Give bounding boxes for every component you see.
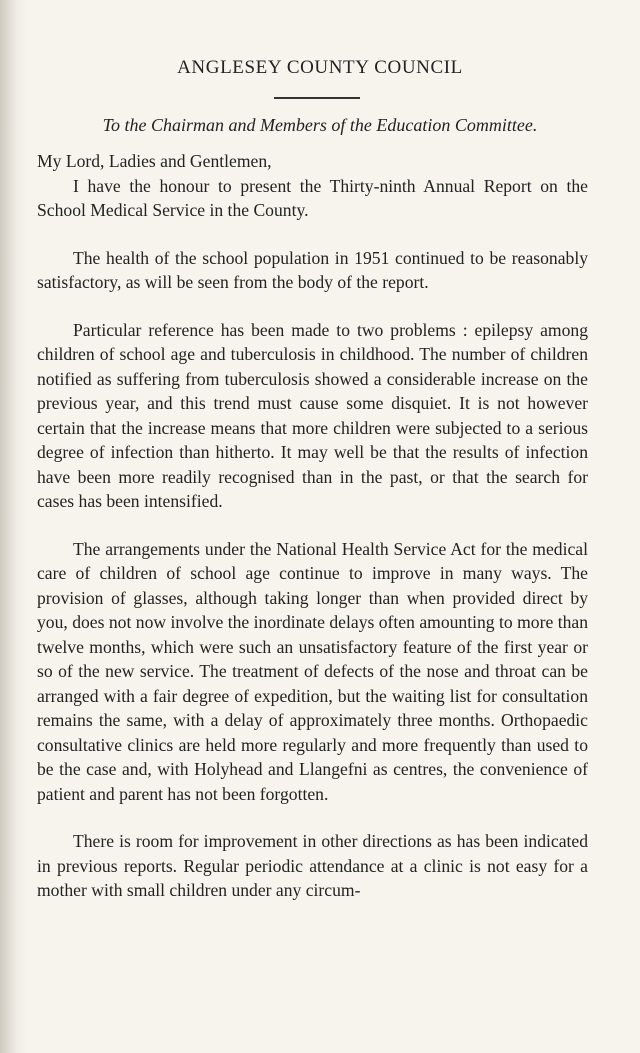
paragraph-epilepsy-tuberculosis: Particular reference has been made to two problems : epilepsy among children of school age and tuberculosis in childhood. The number of children notified as suffering from tuberculosis showed a considerable increase on the previous year, and this trend must cause some disquiet. It is not however certain that the increase means that more children were subjected to a serious degree of infection than hitherto. It may well be that the results of infection have been more readily recognised than in the past, or that the search for cases has been intensified.: [37, 319, 588, 511]
paragraph-health: The health of the school population in 1951 continued to be reasonably satisfactory, as will be seen from the body of the report.: [37, 247, 588, 292]
salutation: My Lord, Ladies and Gentlemen,: [37, 151, 272, 171]
letter-body: [37, 149, 588, 903]
paragraph-report-intro: I have the honour to present the Thirty-ninth Annual Report on the School Medical Service in the County.: [37, 175, 588, 220]
binding-edge-shadow: [0, 0, 28, 1053]
paragraph-improvement: There is room for improvement in other directions as has been indicated in previous reports. Regular periodic attendance at a clinic is not easy for a mother with small children under any circum-: [37, 831, 588, 900]
committee-address: To the Chairman and Members of the Education Committee.: [102, 115, 538, 135]
council-heading: ANGLESEY COUNTY COUNCIL: [177, 57, 463, 78]
heading-rule: [274, 97, 360, 99]
paragraph-nhs-arrangements: The arrangements under the National Health Service Act for the medical care of children of school age continue to improve in many ways. The provision of glasses, although taking longer than when provided direct by you, does not now involve the inordinate delays often amounting to more than twelve months, which were such an unsatisfactory feature of the first year or so of the new service. The treatment of defects of the nose and throat can be arranged with a fair degree of expedition, but the waiting list for consultation remains the same, with a delay of approximately three months. Orthopaedic consultative clinics are held more regularly and more frequently than used to be the case and, with Holyhead and Llangefni as centres, the convenience of patient and parent has not been forgotten.: [37, 538, 588, 804]
